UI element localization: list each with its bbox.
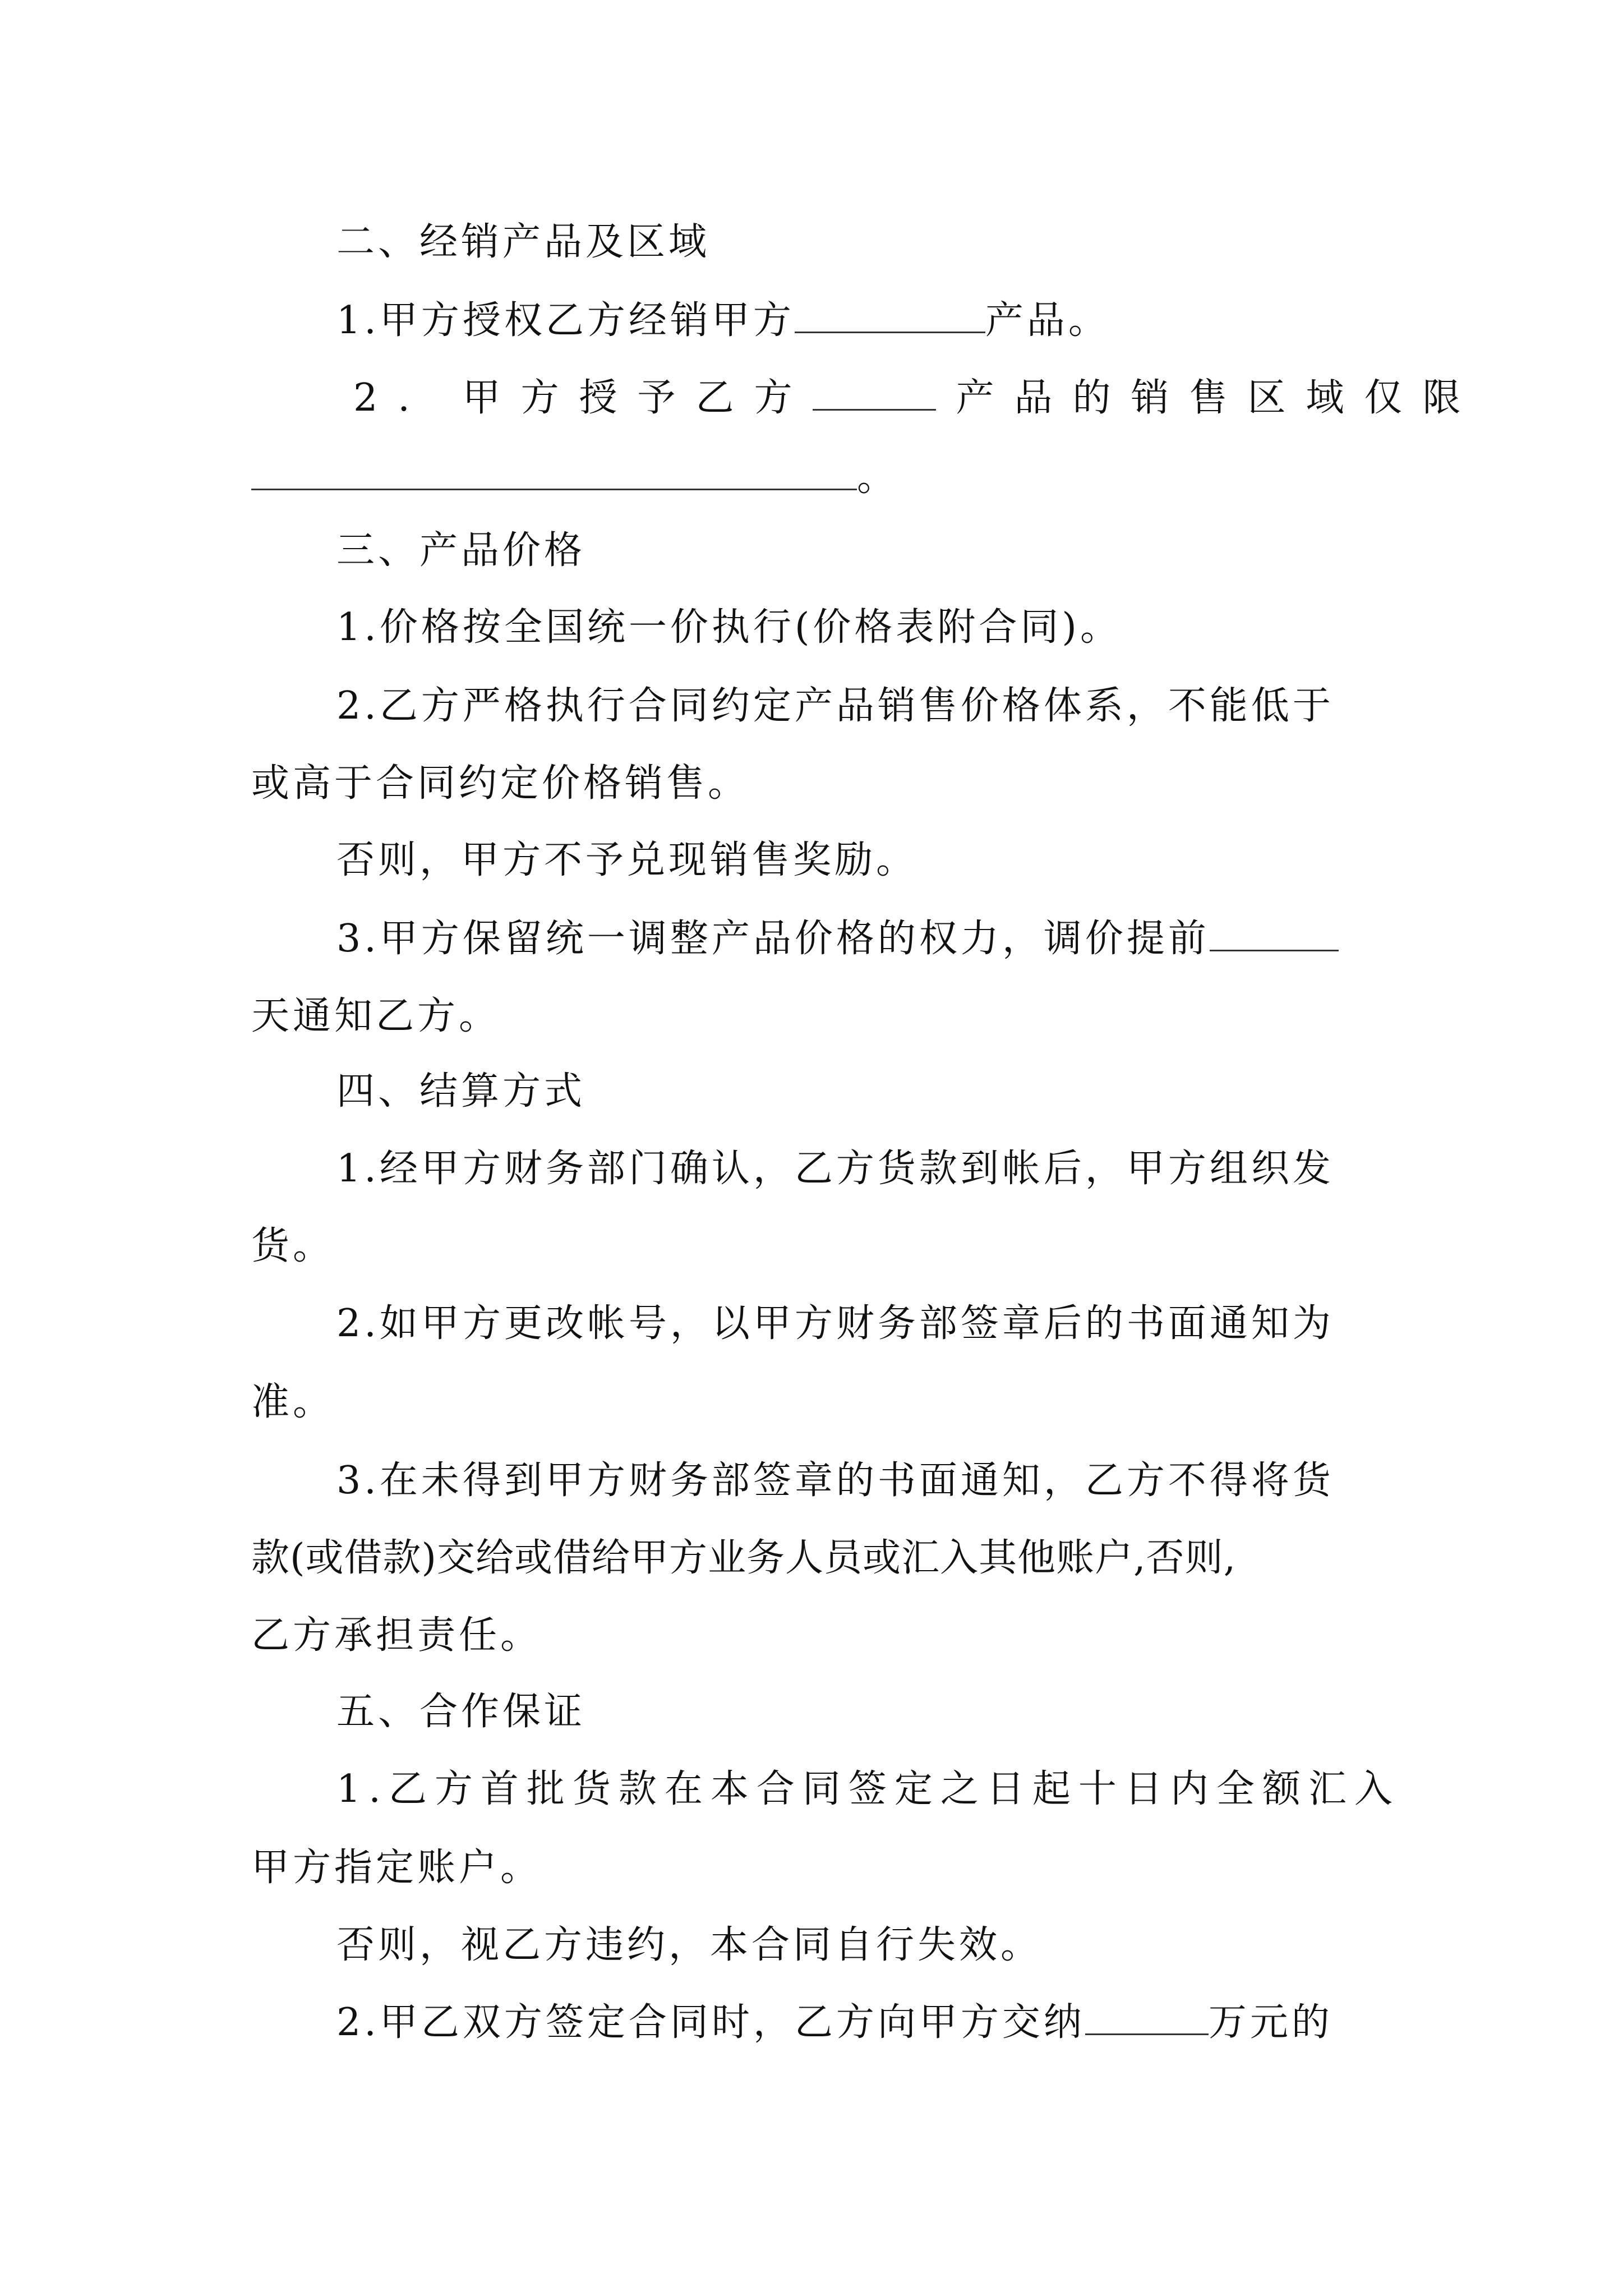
fill-blank	[795, 303, 985, 333]
paragraph-5-2: 2.甲乙双方签定合同时，乙方向甲方交纳 万元的	[336, 2000, 1333, 2045]
paragraph-3-2: 2.乙方严格执行合同约定产品销售价格体系，不能低于	[336, 684, 1334, 728]
fill-blank	[251, 461, 857, 490]
section-heading-3: 三、产品价格	[336, 528, 586, 573]
paragraph-3-3-cont: 天通知乙方。	[251, 994, 501, 1038]
paragraph-5-1: 1.乙方首批货款在本合同签定之日起十日内全额汇入	[336, 1767, 1400, 1811]
section-heading-4: 四、结算方式	[336, 1069, 586, 1114]
paragraph-5-1-note: 否则，视乙方违约，本合同自行失效。	[336, 1923, 1043, 1967]
paragraph-4-3-end: 乙方承担责任。	[251, 1613, 542, 1658]
paragraph-4-3: 3.在未得到甲方财务部签章的书面通知，乙方不得将货	[336, 1458, 1334, 1503]
paragraph-3-2-cont: 或高于合同约定价格销售。	[251, 761, 750, 806]
paragraph-4-3-cont: 款(或借款)交给或借给甲方业务人员或汇入其他账户,否则,	[251, 1536, 1237, 1580]
fill-blank	[813, 381, 936, 411]
section-heading-5: 五、合作保证	[336, 1690, 586, 1734]
paragraph-3-3: 3.甲方保留统一调整产品价格的权力，调价提前	[336, 920, 1339, 958]
paragraph-4-2-cont: 准。	[251, 1380, 335, 1424]
paragraph-2-2: 2. 甲方授予乙方 产品的销售区域仅限	[353, 376, 1481, 420]
paragraph-2-1: 1.甲方授权乙方经销甲方 产品。	[336, 298, 1110, 343]
paragraph-3-2-note: 否则，甲方不予兑现销售奖励。	[336, 838, 918, 882]
section-heading-2: 二、经销产品及区域	[336, 220, 711, 264]
fill-blank	[1210, 922, 1339, 951]
paragraph-4-1: 1.经甲方财务部门确认，乙方货款到帐后，甲方组织发	[336, 1147, 1334, 1191]
paragraph-5-1-cont: 甲方指定账户。	[251, 1846, 542, 1890]
paragraph-4-2: 2.如甲方更改帐号，以甲方财务部签章后的书面通知为	[336, 1301, 1334, 1346]
fill-blank	[1085, 2005, 1209, 2035]
paragraph-4-1-cont: 货。	[251, 1224, 335, 1268]
paragraph-2-2-cont: 。	[251, 459, 898, 497]
paragraph-3-1: 1.价格按全国统一价执行(价格表附合同)。	[336, 605, 1122, 650]
